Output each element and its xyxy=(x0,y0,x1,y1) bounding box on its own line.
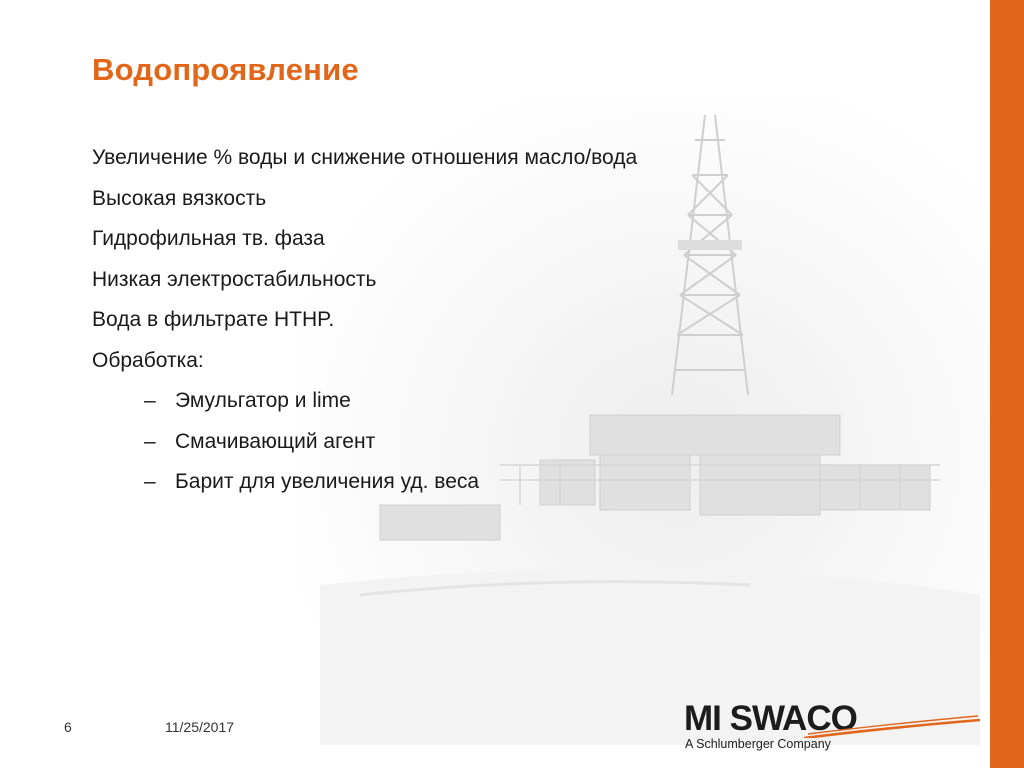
bullet-item: Высокая вязкость xyxy=(92,186,267,210)
dash-marker: – xyxy=(144,389,156,412)
slide-date: 11/25/2017 xyxy=(165,719,235,735)
slide-number: 6 xyxy=(64,719,72,735)
slide-title: Водопроявление xyxy=(92,52,359,87)
bullet-item: Увеличение % воды и снижение отношения масло/вода xyxy=(92,146,638,169)
company-logo xyxy=(684,698,984,756)
logo-wordmark: MI SWACO xyxy=(684,699,857,738)
sub-bullet-item xyxy=(92,386,637,427)
sub-bullet-item xyxy=(92,467,637,508)
bullet-item: Гидрофильная тв. фаза xyxy=(92,227,325,250)
logo-subtitle: A Schlumberger Company xyxy=(685,737,831,751)
bullet-list xyxy=(92,143,637,508)
bullet-item: Вода в фильтрате HTHP. xyxy=(92,308,335,331)
dash-marker: – xyxy=(144,429,156,453)
accent-bar xyxy=(990,0,1024,768)
dash-marker: – xyxy=(144,470,156,493)
sub-bullet-text: Барит для увеличения уд. веса xyxy=(175,470,480,493)
swoosh-icon xyxy=(684,698,984,738)
sub-bullet-text: Эмульгатор и lime xyxy=(175,389,351,412)
sub-bullet-item xyxy=(92,427,637,468)
bullet-item: Обработка: xyxy=(92,348,204,372)
bullet-item: Низкая электростабильность xyxy=(92,267,377,291)
sub-bullet-text: Смачивающий агент xyxy=(175,429,376,453)
